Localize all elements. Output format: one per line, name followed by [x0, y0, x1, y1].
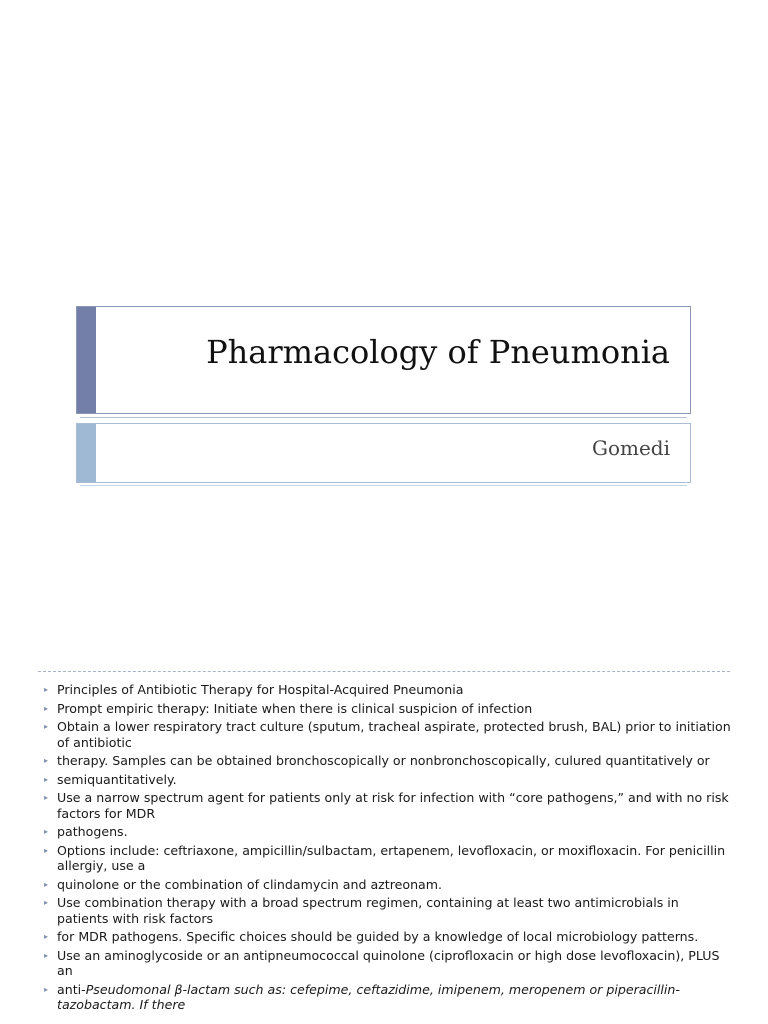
- bullet-text: Options include: ceftriaxone, ampicillin/sulbactam, ertapenem, levofloxacin, or moxifloxacin. For penicillin allergiy, use a: [57, 842, 726, 873]
- triangle-right-icon: ▸: [44, 845, 49, 855]
- bullet-text-prefix: anti-: [57, 981, 86, 997]
- triangle-right-icon: ▸: [44, 756, 49, 765]
- bullet-item: [44, 701, 734, 717]
- bullet-text: Prompt empiric therapy: Initiate when there is clinical suspicion of infection: [57, 700, 533, 716]
- triangle-right-icon: ▸: [44, 722, 49, 731]
- bullet-text: Use a narrow spectrum agent for patients only at risk for infection with “core pathogens,” and with no risk factors for MDR: [57, 790, 729, 821]
- subtitle-box: [76, 423, 691, 483]
- triangle-right-icon: ▸: [44, 703, 49, 713]
- page-separator: [38, 671, 730, 672]
- bullet-text: pathogens.: [57, 824, 128, 839]
- triangle-right-icon: ▸: [44, 774, 49, 784]
- triangle-right-icon: ▸: [44, 950, 49, 960]
- triangle-right-icon: ▸: [44, 827, 49, 836]
- title-box: [76, 306, 691, 414]
- bullet-text: quinolone or the combination of clindamycin and aztreonam.: [57, 876, 443, 892]
- bullet-text: for MDR pathogens. Specific choices should be guided by a knowledge of local microbiology patterns.: [57, 929, 699, 944]
- bullet-item: [44, 877, 734, 893]
- bullet-text: semiquantitatively.: [57, 771, 177, 787]
- triangle-right-icon: ▸: [44, 984, 49, 994]
- bullet-item: [44, 948, 734, 979]
- bullet-text: therapy. Samples can be obtained bronchoscopically or nonbronchoscopically, culured quantitatively or: [57, 753, 710, 768]
- bullet-item: [44, 929, 734, 945]
- bullet-item: [44, 982, 734, 1013]
- triangle-right-icon: ▸: [44, 793, 49, 802]
- bullet-text: Use an aminoglycoside or an antipneumococcal quinolone (ciprofloxacin or high dose levofloxacin), PLUS an: [57, 947, 720, 978]
- triangle-right-icon: ▸: [44, 932, 49, 941]
- slide-subtitle: Gomedi: [591, 436, 670, 460]
- triangle-right-icon: ▸: [44, 685, 49, 694]
- bullet-item: [44, 719, 734, 750]
- content-slide: [44, 682, 734, 1024]
- bullet-text: Use combination therapy with a broad spectrum regimen, containing at least two antimicrobials in patients with risk factors: [57, 895, 679, 926]
- bullet-item: [44, 824, 734, 840]
- bullet-text: Obtain a lower respiratory tract culture (sputum, tracheal aspirate, protected brush, BAL) prior to initiation of antibiotic: [57, 719, 731, 750]
- bullet-item: [44, 895, 734, 926]
- triangle-right-icon: ▸: [44, 879, 49, 889]
- bullet-item: [44, 682, 734, 698]
- slide-title: Pharmacology of Pneumonia: [206, 333, 670, 371]
- bullet-item: [44, 790, 734, 821]
- bullet-item: [44, 843, 734, 874]
- bullet-text: Principles of Antibiotic Therapy for Hospital-Acquired Pneumonia: [57, 682, 464, 697]
- title-accent-bar: [77, 307, 96, 413]
- triangle-right-icon: ▸: [44, 898, 49, 907]
- bullet-text-italic: Pseudomonal β-lactam such as: cefepime, ceftazidime, imipenem, meropenem or piperacillin-tazobactam. If there: [57, 981, 680, 1012]
- bullet-item: [44, 772, 734, 788]
- bullet-list: [44, 682, 734, 1013]
- bullet-item: [44, 753, 734, 769]
- subtitle-accent-bar: [77, 424, 96, 482]
